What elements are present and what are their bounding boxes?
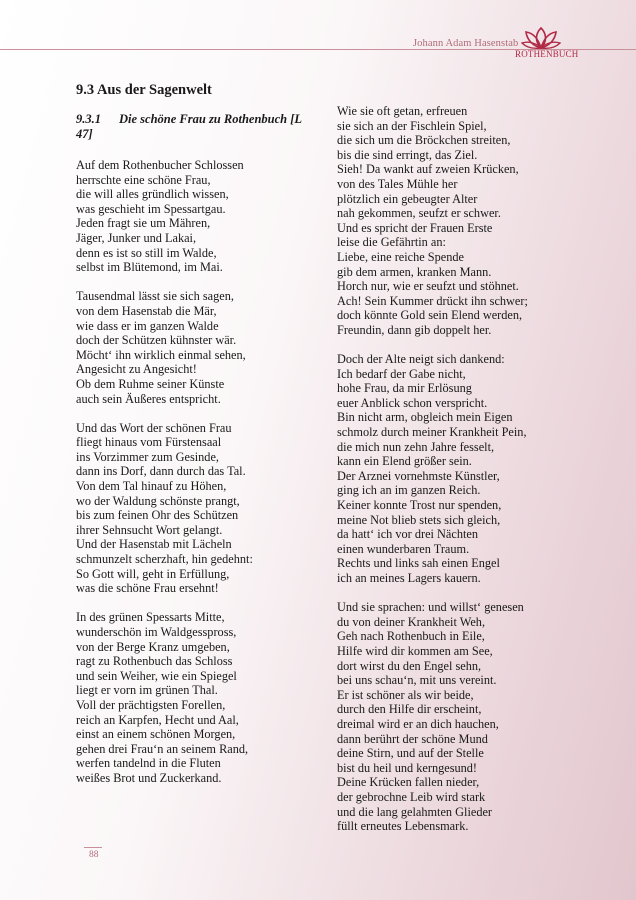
verse-line: auch sein Äußeres entspricht. xyxy=(76,391,221,406)
verse-line: Angesicht zu Angesicht! xyxy=(76,362,197,377)
verse-line: was die schöne Frau ersehnt! xyxy=(76,581,219,596)
verse-line: und sein Weiher, wie ein Spiegel xyxy=(76,668,237,683)
verse-line: Liebe, eine reiche Spende xyxy=(337,249,465,264)
stanza xyxy=(76,610,316,785)
verse-line: liegt er vorn im grünen Thal. xyxy=(76,683,218,698)
rothenbuch-logo xyxy=(515,26,579,60)
verse-line: Freundin, dann gib doppelt her. xyxy=(337,322,492,337)
verse-line: Ich bedarf der Gabe nicht, xyxy=(337,366,466,381)
verse-line: wunderschön im Waldgesspross, xyxy=(76,625,237,639)
subsection-name: Die schöne Frau zu Rothenbuch xyxy=(119,112,288,126)
verse-line: doch der Schützen kühnster wär. xyxy=(76,333,237,348)
verse-line: So Gott will, geht in Erfüllung, xyxy=(76,566,230,581)
verse-line: schmunzelt scherzhaft, hin gedehnt: xyxy=(76,552,253,567)
verse-line: Und sie sprachen: und willst‘ genesen xyxy=(337,600,524,615)
verse-line: denn es ist so still im Walde, xyxy=(76,245,217,260)
lotus-flower-icon xyxy=(521,26,561,50)
verse-line: Jäger, Junker und Lakai, xyxy=(76,230,197,245)
verse-line: Geh nach Rothenbuch in Eile, xyxy=(337,629,485,644)
stanza xyxy=(337,104,577,338)
verse-line: meine Not blieb stets sich gleich, xyxy=(337,512,501,527)
verse-line: die mich nun zehn Jahre fesselt, xyxy=(337,439,495,454)
verse-line: Und es spricht der Frauen Erste xyxy=(337,220,493,235)
verse-line: dreimal wird er an dich hauchen, xyxy=(337,716,499,731)
verse-line: Horch nur, wie er seufzt und stöhnet. xyxy=(337,279,519,294)
verse-line: euer Anblick schon verspricht. xyxy=(337,395,488,410)
verse-line: da hatt‘ ich vor drei Nächten xyxy=(337,527,479,542)
subsection-title xyxy=(76,112,316,142)
verse-line: selbst im Blütemond, im Mai. xyxy=(76,260,223,275)
verse-line: von dem Hasenstab die Mär, xyxy=(76,303,217,318)
verse-line: bei uns schau‘n, mit uns vereint. xyxy=(337,673,497,688)
verse-line: Deine Krücken fallen nieder, xyxy=(337,775,480,790)
verse-line: kann ein Elend größer sein. xyxy=(337,454,472,469)
verse-line: hohe Frau, da mir Erlösung xyxy=(337,381,472,396)
verse-line: dann berührt der schöne Mund xyxy=(337,731,488,746)
verse-line: Sieh! Da wankt auf zweien Krücken, xyxy=(337,162,519,177)
verse-line: Auf dem Rothenbucher Schlossen xyxy=(76,158,244,172)
verse-line: gehen drei Frau‘n an seinem Rand, xyxy=(76,741,249,756)
verse-line: ins Vorzimmer zum Gesinde, xyxy=(76,449,219,464)
verse-line: durch den Hilfe dir erscheint, xyxy=(337,702,482,717)
subsection-reference: [L 47] xyxy=(76,112,302,141)
verse-line: Voll der prächtigsten Forellen, xyxy=(76,697,226,712)
verse-line: Doch der Alte neigt sich dankend: xyxy=(337,352,505,367)
verse-line: was geschieht im Spessartgau. xyxy=(76,201,226,216)
verse-line: Rechts und links sah einen Engel xyxy=(337,556,500,571)
verse-line: sie sich an der Fischlein Spiel, xyxy=(337,118,487,133)
verse-line: deine Stirn, und auf der Stelle xyxy=(337,746,484,761)
verse-line: werfen tandelnd in die Fluten xyxy=(76,756,221,771)
verse-line: Möcht‘ ihn wirklich einmal sehen, xyxy=(76,347,246,362)
verse-line: doch könnte Gold sein Elend werden, xyxy=(337,308,523,323)
page-number-rule xyxy=(84,847,102,848)
verse-line: Der Arznei vornehmste Künstler, xyxy=(337,468,500,483)
verse-line: bis die sind erringt, das Ziel. xyxy=(337,147,478,162)
verse-line: Keiner konnte Trost nur spenden, xyxy=(337,498,502,513)
verse-line: Hilfe wird dir kommen am See, xyxy=(337,643,493,658)
header-author: Johann Adam Hasenstab xyxy=(413,38,519,49)
verse-line: fliegt hinaus vom Fürstensaal xyxy=(76,435,222,450)
verse-line: ragt zu Rothenbuch das Schloss xyxy=(76,654,233,669)
stanza xyxy=(337,352,577,586)
verse-line: die will alles gründlich wissen, xyxy=(76,187,229,202)
verse-line: einen wunderbaren Traum. xyxy=(337,541,470,556)
verse-line: du von deiner Krankheit Weh, xyxy=(337,614,486,629)
verse-line: Und das Wort der schönen Frau xyxy=(76,420,232,435)
verse-line: ich an meines Lagers kauern. xyxy=(337,571,481,585)
section-title: 9.3 Aus der Sagenwelt xyxy=(76,82,212,98)
verse-line: herrschte eine schöne Frau, xyxy=(76,172,211,187)
verse-line: dann ins Dorf, dann durch das Tal. xyxy=(76,464,246,479)
verse-line: Ob dem Ruhme seiner Künste xyxy=(76,376,225,391)
verse-line: bist du heil und kerngesund! xyxy=(337,760,478,775)
verse-line: reich an Karpfen, Hecht und Aal, xyxy=(76,712,239,727)
stanza xyxy=(76,289,316,406)
verse-line: bis zum feinen Ohr des Schützen xyxy=(76,508,239,523)
verse-line: und die lang gelahmten Glieder xyxy=(337,804,493,819)
stanza xyxy=(76,421,316,596)
verse-line: gib dem armen, kranken Mann. xyxy=(337,264,492,279)
page-number: 88 xyxy=(89,850,99,860)
verse-line: der gebrochne Leib wird stark xyxy=(337,789,486,804)
verse-line: leise die Gefährtin an: xyxy=(337,235,446,250)
verse-line: ging ich an im ganzen Reich. xyxy=(337,483,481,498)
verse-line: weißes Brot und Zuckerkand. xyxy=(76,770,222,785)
verse-line: von der Berge Kranz umgeben, xyxy=(76,639,230,654)
verse-line: von des Tales Mühle her xyxy=(337,176,458,191)
verse-line: schmolz durch meiner Krankheit Pein, xyxy=(337,425,527,440)
stanza xyxy=(76,158,316,275)
verse-line: In des grünen Spessarts Mitte, xyxy=(76,610,225,625)
verse-line: Er ist schöner als wir beide, xyxy=(337,687,474,702)
poem-right-column xyxy=(337,104,577,848)
verse-line: dort wirst du den Engel sehn, xyxy=(337,658,482,673)
logo-text: ROTHENBUCH xyxy=(515,49,579,59)
subsection-number: 9.3.1 xyxy=(76,112,101,126)
verse-line: Ach! Sein Kummer drückt ihn schwer; xyxy=(337,293,528,308)
verse-line: Jeden fragt sie um Mähren, xyxy=(76,216,211,231)
verse-line: Bin nicht arm, obgleich mein Eigen xyxy=(337,410,513,425)
verse-line: wo der Waldung schönste prangt, xyxy=(76,493,240,508)
verse-line: ihrer Sehnsucht Wort gelangt. xyxy=(76,522,223,537)
verse-line: Wie sie oft getan, erfreuen xyxy=(337,104,468,118)
verse-line: plötzlich ein gebeugter Alter xyxy=(337,191,478,206)
verse-line: Von dem Tal hinauf zu Höhen, xyxy=(76,479,227,494)
verse-line: einst an einem schönen Morgen, xyxy=(76,727,236,742)
poem-left-column xyxy=(76,158,316,800)
verse-line: Tausendmal lässt sie sich sagen, xyxy=(76,289,234,304)
verse-line: wie dass er im ganzen Walde xyxy=(76,318,219,333)
stanza xyxy=(337,600,577,834)
verse-line: nah gekommen, seufzt er schwer. xyxy=(337,206,501,221)
verse-line: füllt erneutes Lebensmark. xyxy=(337,819,469,834)
verse-line: die sich um die Bröckchen streiten, xyxy=(337,133,511,148)
verse-line: Und der Hasenstab mit Lächeln xyxy=(76,537,232,552)
